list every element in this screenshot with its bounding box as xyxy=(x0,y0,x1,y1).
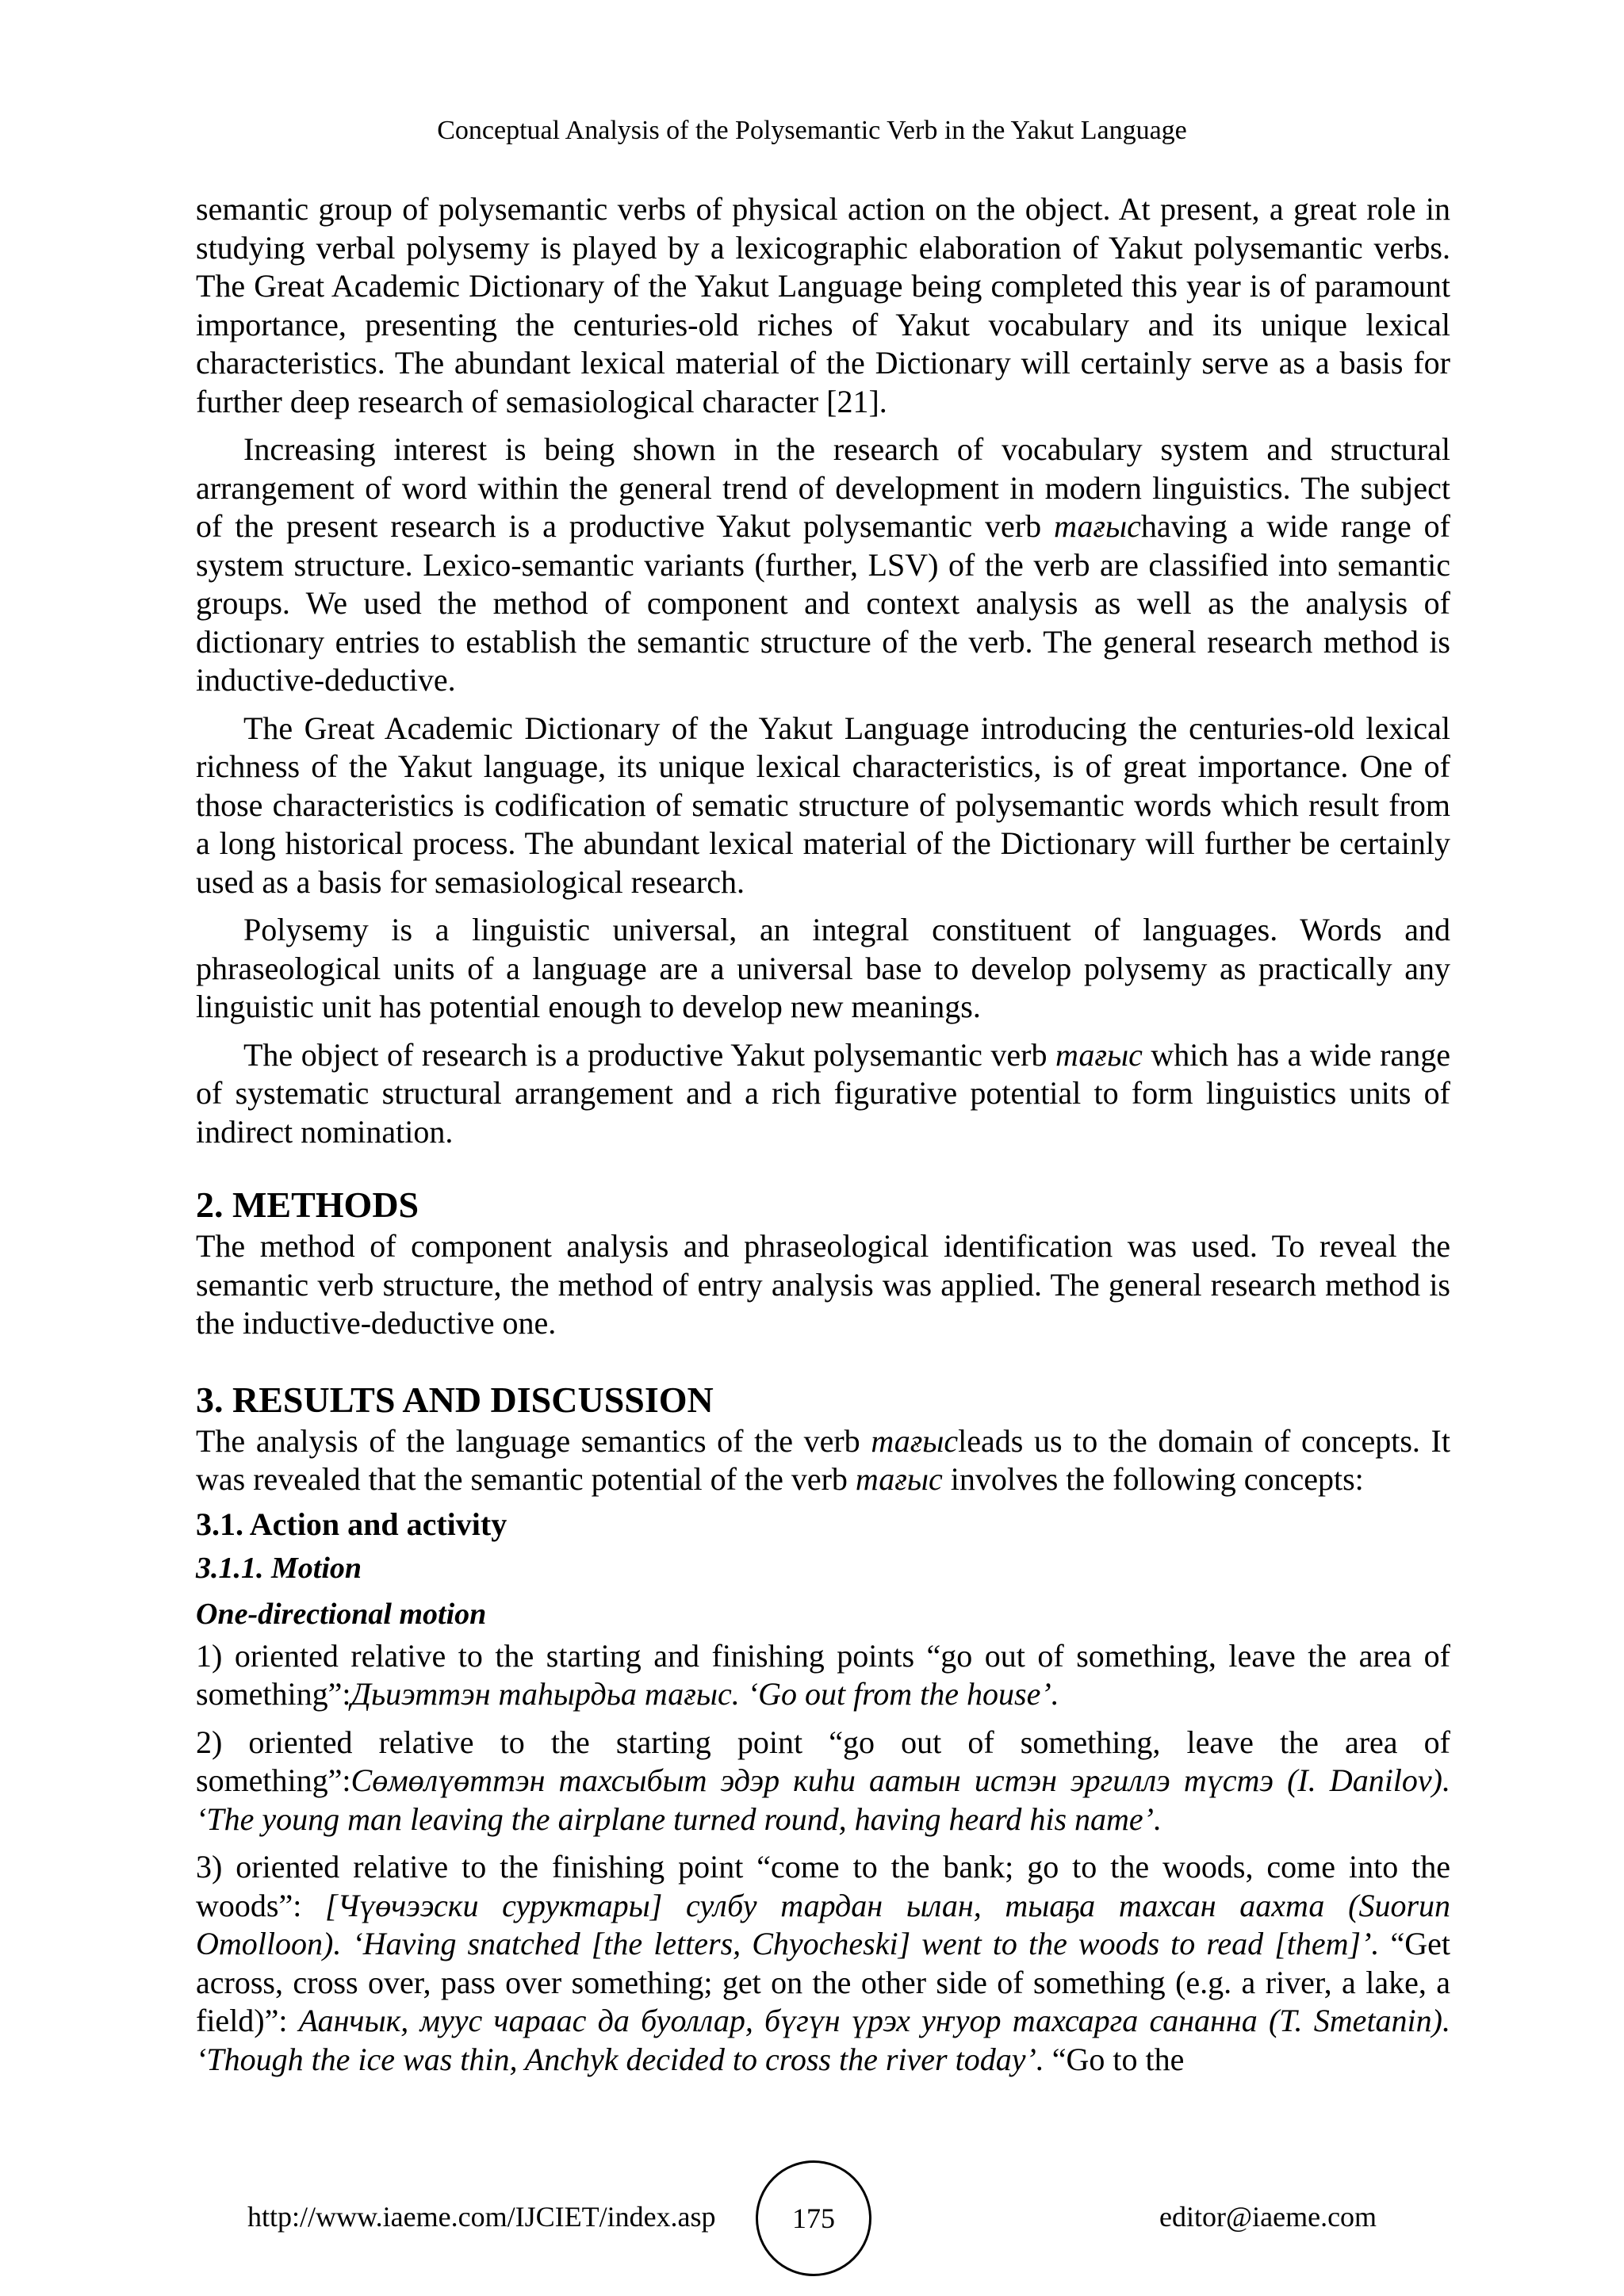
page-footer xyxy=(0,2160,1624,2276)
paragraph: The object of research is a productive Yakut polysemantic verb тағыс which has a wide range of systematic structural arrangement and a rich figurative potential to form linguistics units of indirect nomination. xyxy=(196,1036,1450,1150)
paragraph: Increasing interest is being shown in the research of vocabulary system and structural arrangement of word within the general trend of development in modern linguistics. The subject of the present research is a productive Yakut polysemantic verb тағысhaving a wide range of system structure. Lexico-semantic variants (further, LSV) of the verb are classified into semantic groups. We used the method of component and context analysis as well as the analysis of dictionary entries to establish the semantic structure of the verb. The general research method is inductive-deductive. xyxy=(196,431,1451,698)
group-heading: One-directional motion xyxy=(196,1597,487,1631)
footer-url-link[interactable]: http://www.iaeme.com/IJCIET/index.asp xyxy=(247,2201,716,2233)
page-number: 175 xyxy=(792,2202,835,2234)
section-heading-results: 3. RESULTS AND DISCUSSION xyxy=(196,1379,714,1420)
page-number-circle xyxy=(756,2160,871,2276)
list-item: 3) oriented relative to the finishing point “come to the bank; go to the woods, come into the woods”: [Чүөчээски суруктары] сулбу тардан ылан, тыаҕа тахсан аахта (Suorun Omolloon). ‘Having snatched [the letters, Chyocheski] went to the woods to read [them]’. “Get across, cross over, pass over something; get on the other side of something (e.g. a river, a lake, a field)”: Аанчык, муус чараас да буоллар, бүгүн үрэх уҥуор тахсарга сананна (T. Smetanin). ‘Though the ice was thin, Anchyk decided to cross the river today’. “Go to the xyxy=(196,1849,1451,2077)
article-body xyxy=(196,190,1450,2079)
paragraph: The Great Academic Dictionary of the Yakut Language introducing the centuries-old lexical richness of the Yakut language, its unique lexical characteristics, is of great importance. One of those characteristics is codification of sematic structure of polysemantic words which result from a long historical process. The abundant lexical material of the Dictionary will further be certainly used as a basis for semasiological research. xyxy=(196,710,1450,900)
yakut-verb: тағыс xyxy=(1055,1036,1143,1073)
yakut-verb: тағыс xyxy=(1054,508,1141,544)
subsection-heading: 3.1. Action and activity xyxy=(196,1506,508,1542)
yakut-verb: тағыс xyxy=(855,1461,943,1497)
example: Дьиэттэн таһырдьа тағыс. ‘Go out from the house’. xyxy=(350,1676,1059,1712)
paragraph: The method of component analysis and phraseological identification was used. To reveal the semantic verb structure, the method of entry analysis was applied. The general research method is the inductive-deductive one. xyxy=(196,1228,1450,1341)
paragraph: Polysemy is a linguistic universal, an integral constituent of languages. Words and phraseological units of a language are a universal base to develop polysemy as practically any linguistic unit has potential enough to develop new meanings. xyxy=(196,912,1450,1024)
example: Аанчык, муус чараас да буоллар, бүгүн үрэх уҥуор тахсарга сананна (T. Smetanin). ‘Though the ice was thin, Anchyk decided to cross the river today’. xyxy=(196,2003,1450,2077)
list-item: 2) oriented relative to the starting point “go out of something, leave the area of something”:Сөмөлүөттэн тахсыбыт эдэр киһи аатын истэн эргиллэ түстэ (I. Danilov). ‘The young man leaving the airplane turned round, having heard his name’. xyxy=(196,1724,1450,1837)
list-item: 1) oriented relative to the starting and finishing points “go out of something, leave the area of something”:Дьиэттэн таһырдьа тағыс. ‘Go out from the house’. xyxy=(196,1637,1450,1712)
paragraph: semantic group of polysemantic verbs of physical action on the object. At present, a great role in studying verbal polysemy is played by a lexicographic elaboration of Yakut polysemantic verbs. The Great Academic Dictionary of the Yakut Language being completed this year is of paramount importance, presenting the centuries-old riches of Yakut vocabulary and its unique lexical characteristics. The abundant lexical material of the Dictionary will certainly serve as a basis for further deep research of semasiological character [21]. xyxy=(196,191,1450,419)
footer-email-link[interactable]: editor@iaeme.com xyxy=(1159,2201,1377,2233)
running-header: Conceptual Analysis of the Polysemantic Verb in the Yakut Language xyxy=(437,116,1187,145)
subsubsection-heading: 3.1.1. Motion xyxy=(196,1551,362,1585)
section-heading-methods: 2. METHODS xyxy=(196,1184,419,1225)
paragraph: The analysis of the language semantics of the verb тағысleads us to the domain of concepts. It was revealed that the semantic potential of the verb тағыс involves the following concepts: xyxy=(196,1422,1450,1497)
example: Сөмөлүөттэн тахсыбыт эдэр киһи аатын истэн эргиллэ түстэ (I. Danilov). ‘The young man leaving the airplane turned round, having heard his name’. xyxy=(196,1762,1450,1837)
example: [Чүөчээски суруктары] сулбу тардан ылан, тыаҕа тахсан аахта (Suorun Omolloon). ‘Having snatched [the letters, Chyocheski] went to the woods to read [them]’. xyxy=(196,1887,1451,1961)
yakut-verb: тағыс xyxy=(871,1422,959,1459)
